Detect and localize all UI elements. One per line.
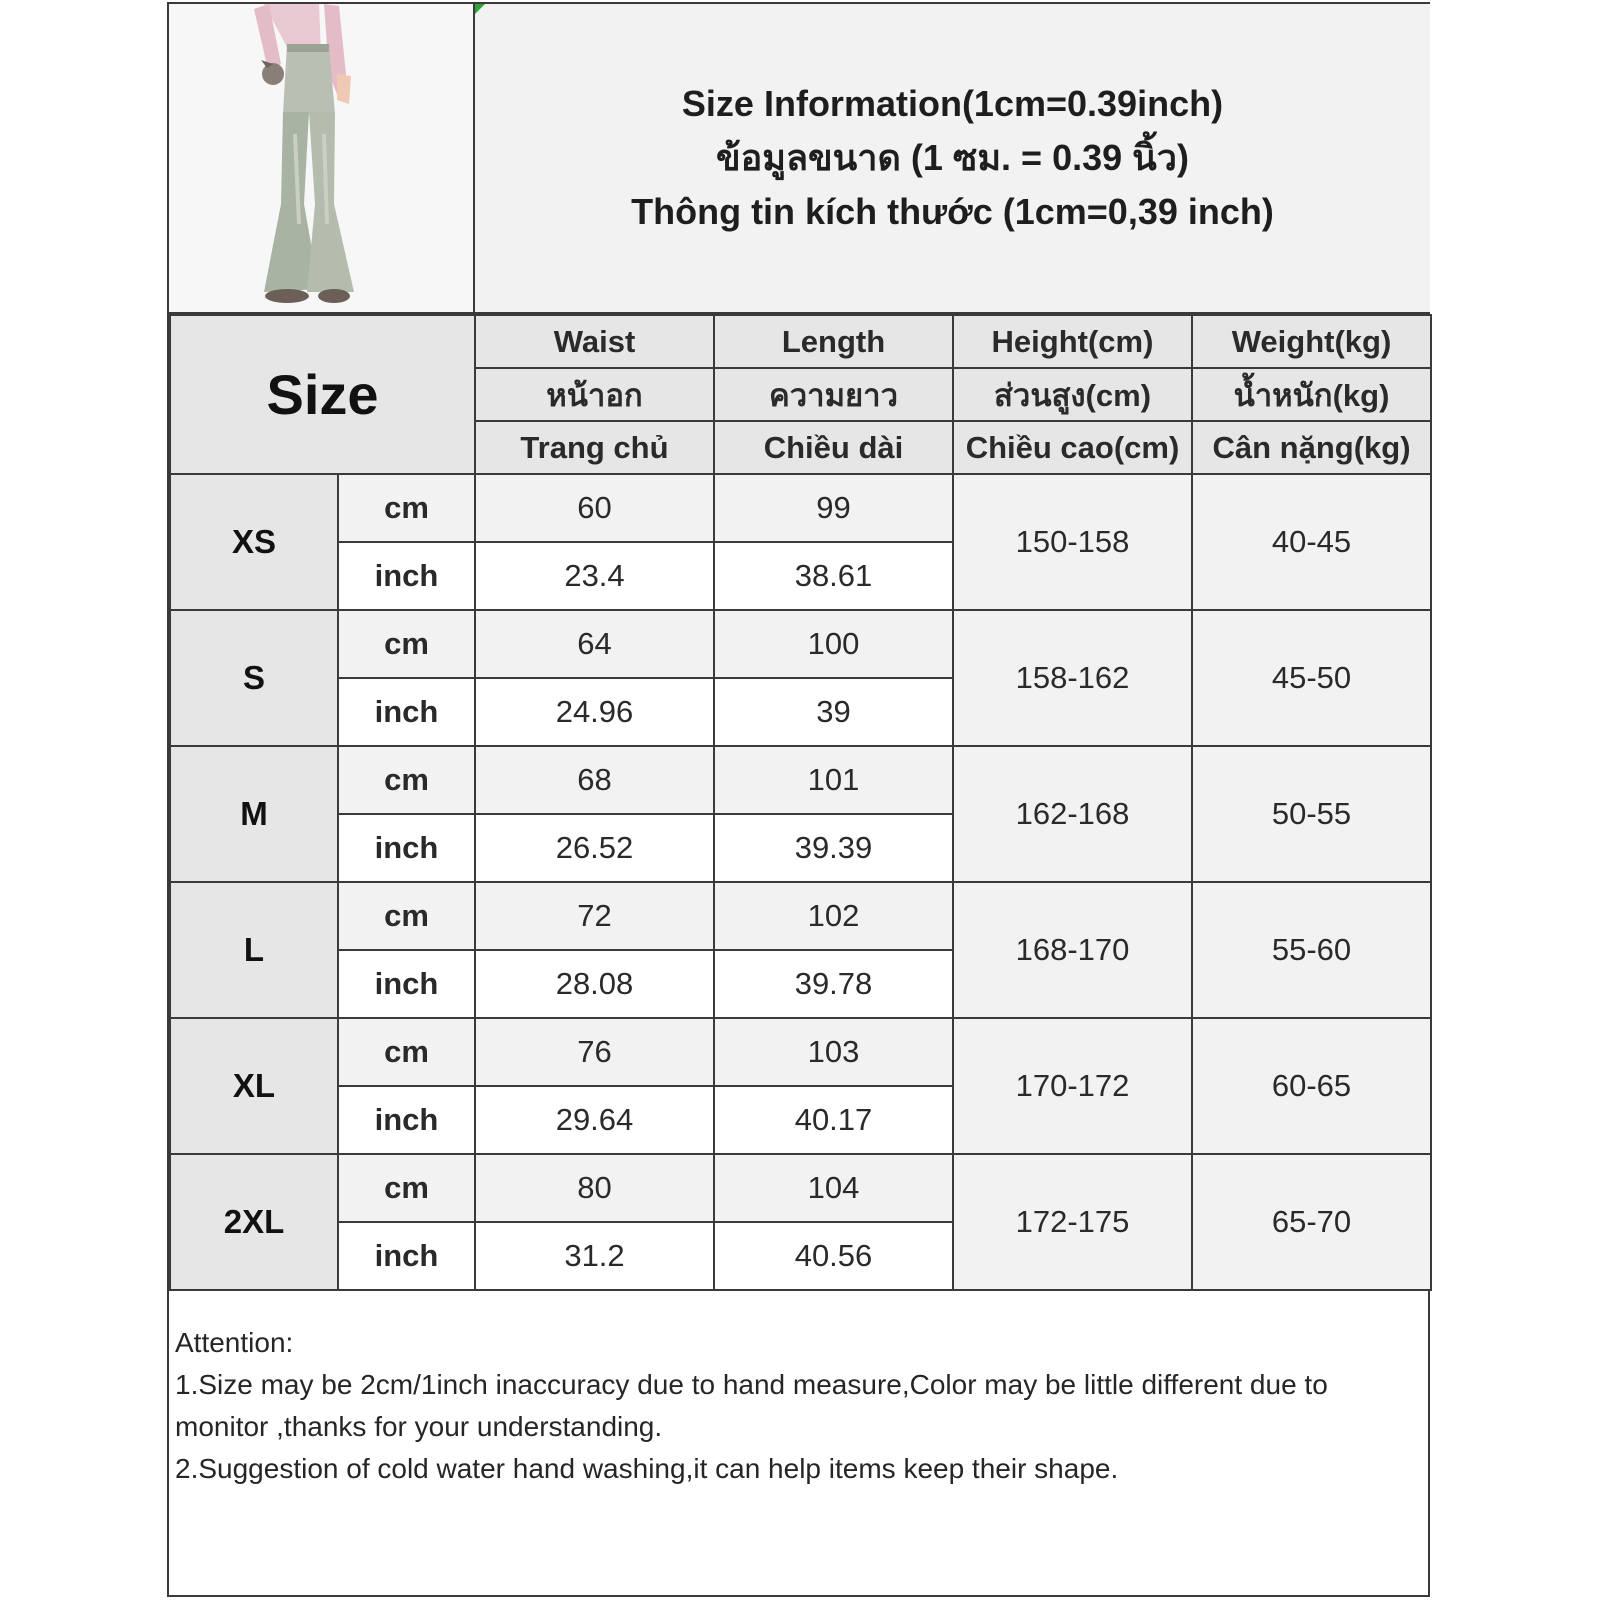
- size-column-header: Size: [170, 315, 475, 474]
- unit-inch: inch: [338, 542, 475, 610]
- column-header-weight-thai: น้ำหนัก(kg): [1192, 368, 1431, 421]
- column-header-height: Height(cm): [953, 315, 1192, 368]
- waist-cm: 68: [475, 746, 714, 814]
- attention-heading: Attention:: [175, 1327, 294, 1358]
- weight-range: 55-60: [1192, 882, 1431, 1018]
- unit-cm: cm: [338, 474, 475, 542]
- table-row: [170, 610, 1431, 678]
- length-cm: 102: [714, 882, 953, 950]
- table-row: [170, 1154, 1431, 1222]
- attention-note-2: 2.Suggestion of cold water hand washing,it can help items keep their shape.: [175, 1453, 1119, 1484]
- waist-inch: 28.08: [475, 950, 714, 1018]
- height-range: 150-158: [953, 474, 1192, 610]
- column-header-weight: Weight(kg): [1192, 315, 1431, 368]
- size-table: [169, 314, 1432, 1291]
- attention-note-1: 1.Size may be 2cm/1inch inaccuracy due to hand measure,Color may be little different due to monitor ,thanks for your understanding.: [175, 1369, 1328, 1442]
- length-inch: 40.56: [714, 1222, 953, 1290]
- height-range: 170-172: [953, 1018, 1192, 1154]
- unit-cm: cm: [338, 1018, 475, 1086]
- length-inch: 39.39: [714, 814, 953, 882]
- column-header-waist-vi: Trang chủ: [475, 421, 714, 474]
- waist-cm: 64: [475, 610, 714, 678]
- product-photo: [169, 4, 475, 314]
- title-vietnamese: Thông tin kích thước (1cm=0,39 inch): [631, 191, 1274, 232]
- waist-inch: 23.4: [475, 542, 714, 610]
- unit-inch: inch: [338, 814, 475, 882]
- length-inch: 40.17: [714, 1086, 953, 1154]
- attention-notes: [175, 1322, 1420, 1490]
- title-english: Size Information(1cm=0.39inch): [681, 83, 1224, 124]
- waist-cm: 72: [475, 882, 714, 950]
- waist-inch: 24.96: [475, 678, 714, 746]
- column-header-waist-thai: หน้าอก: [475, 368, 714, 421]
- waist-cm: 60: [475, 474, 714, 542]
- weight-range: 40-45: [1192, 474, 1431, 610]
- length-inch: 39: [714, 678, 953, 746]
- unit-inch: inch: [338, 950, 475, 1018]
- unit-inch: inch: [338, 1086, 475, 1154]
- height-range: 168-170: [953, 882, 1192, 1018]
- column-header-height-thai: ส่วนสูง(cm): [953, 368, 1192, 421]
- weight-range: 45-50: [1192, 610, 1431, 746]
- length-cm: 101: [714, 746, 953, 814]
- table-row: [170, 746, 1431, 814]
- unit-cm: cm: [338, 610, 475, 678]
- waist-inch: 31.2: [475, 1222, 714, 1290]
- size-chart: [167, 2, 1430, 1597]
- column-header-waist: Waist: [475, 315, 714, 368]
- size-label: L: [170, 882, 338, 1018]
- length-cm: 103: [714, 1018, 953, 1086]
- size-label: 2XL: [170, 1154, 338, 1290]
- flared-jeans-model-icon: [169, 4, 473, 312]
- title-thai: ข้อมูลขนาด (1 ซม. = 0.39 นิ้ว): [716, 137, 1189, 178]
- waist-cm: 76: [475, 1018, 714, 1086]
- unit-inch: inch: [338, 1222, 475, 1290]
- header-row-english: [170, 315, 1431, 368]
- table-row: [170, 1018, 1431, 1086]
- unit-cm: cm: [338, 1154, 475, 1222]
- waist-cm: 80: [475, 1154, 714, 1222]
- length-cm: 104: [714, 1154, 953, 1222]
- height-range: 162-168: [953, 746, 1192, 882]
- size-label: M: [170, 746, 338, 882]
- unit-cm: cm: [338, 882, 475, 950]
- height-range: 172-175: [953, 1154, 1192, 1290]
- unit-inch: inch: [338, 678, 475, 746]
- size-label: XS: [170, 474, 338, 610]
- column-header-weight-vi: Cân nặng(kg): [1192, 421, 1431, 474]
- length-cm: 99: [714, 474, 953, 542]
- length-cm: 100: [714, 610, 953, 678]
- size-information-title: [475, 4, 1430, 314]
- size-label: S: [170, 610, 338, 746]
- waist-inch: 29.64: [475, 1086, 714, 1154]
- column-header-length-vi: Chiều dài: [714, 421, 953, 474]
- column-header-height-vi: Chiều cao(cm): [953, 421, 1192, 474]
- corner-mark: [475, 4, 485, 14]
- table-row: [170, 474, 1431, 542]
- column-header-length: Length: [714, 315, 953, 368]
- length-inch: 39.78: [714, 950, 953, 1018]
- unit-cm: cm: [338, 746, 475, 814]
- weight-range: 65-70: [1192, 1154, 1431, 1290]
- waist-inch: 26.52: [475, 814, 714, 882]
- height-range: 158-162: [953, 610, 1192, 746]
- weight-range: 50-55: [1192, 746, 1431, 882]
- weight-range: 60-65: [1192, 1018, 1431, 1154]
- table-row: [170, 882, 1431, 950]
- length-inch: 38.61: [714, 542, 953, 610]
- column-header-length-thai: ความยาว: [714, 368, 953, 421]
- size-label: XL: [170, 1018, 338, 1154]
